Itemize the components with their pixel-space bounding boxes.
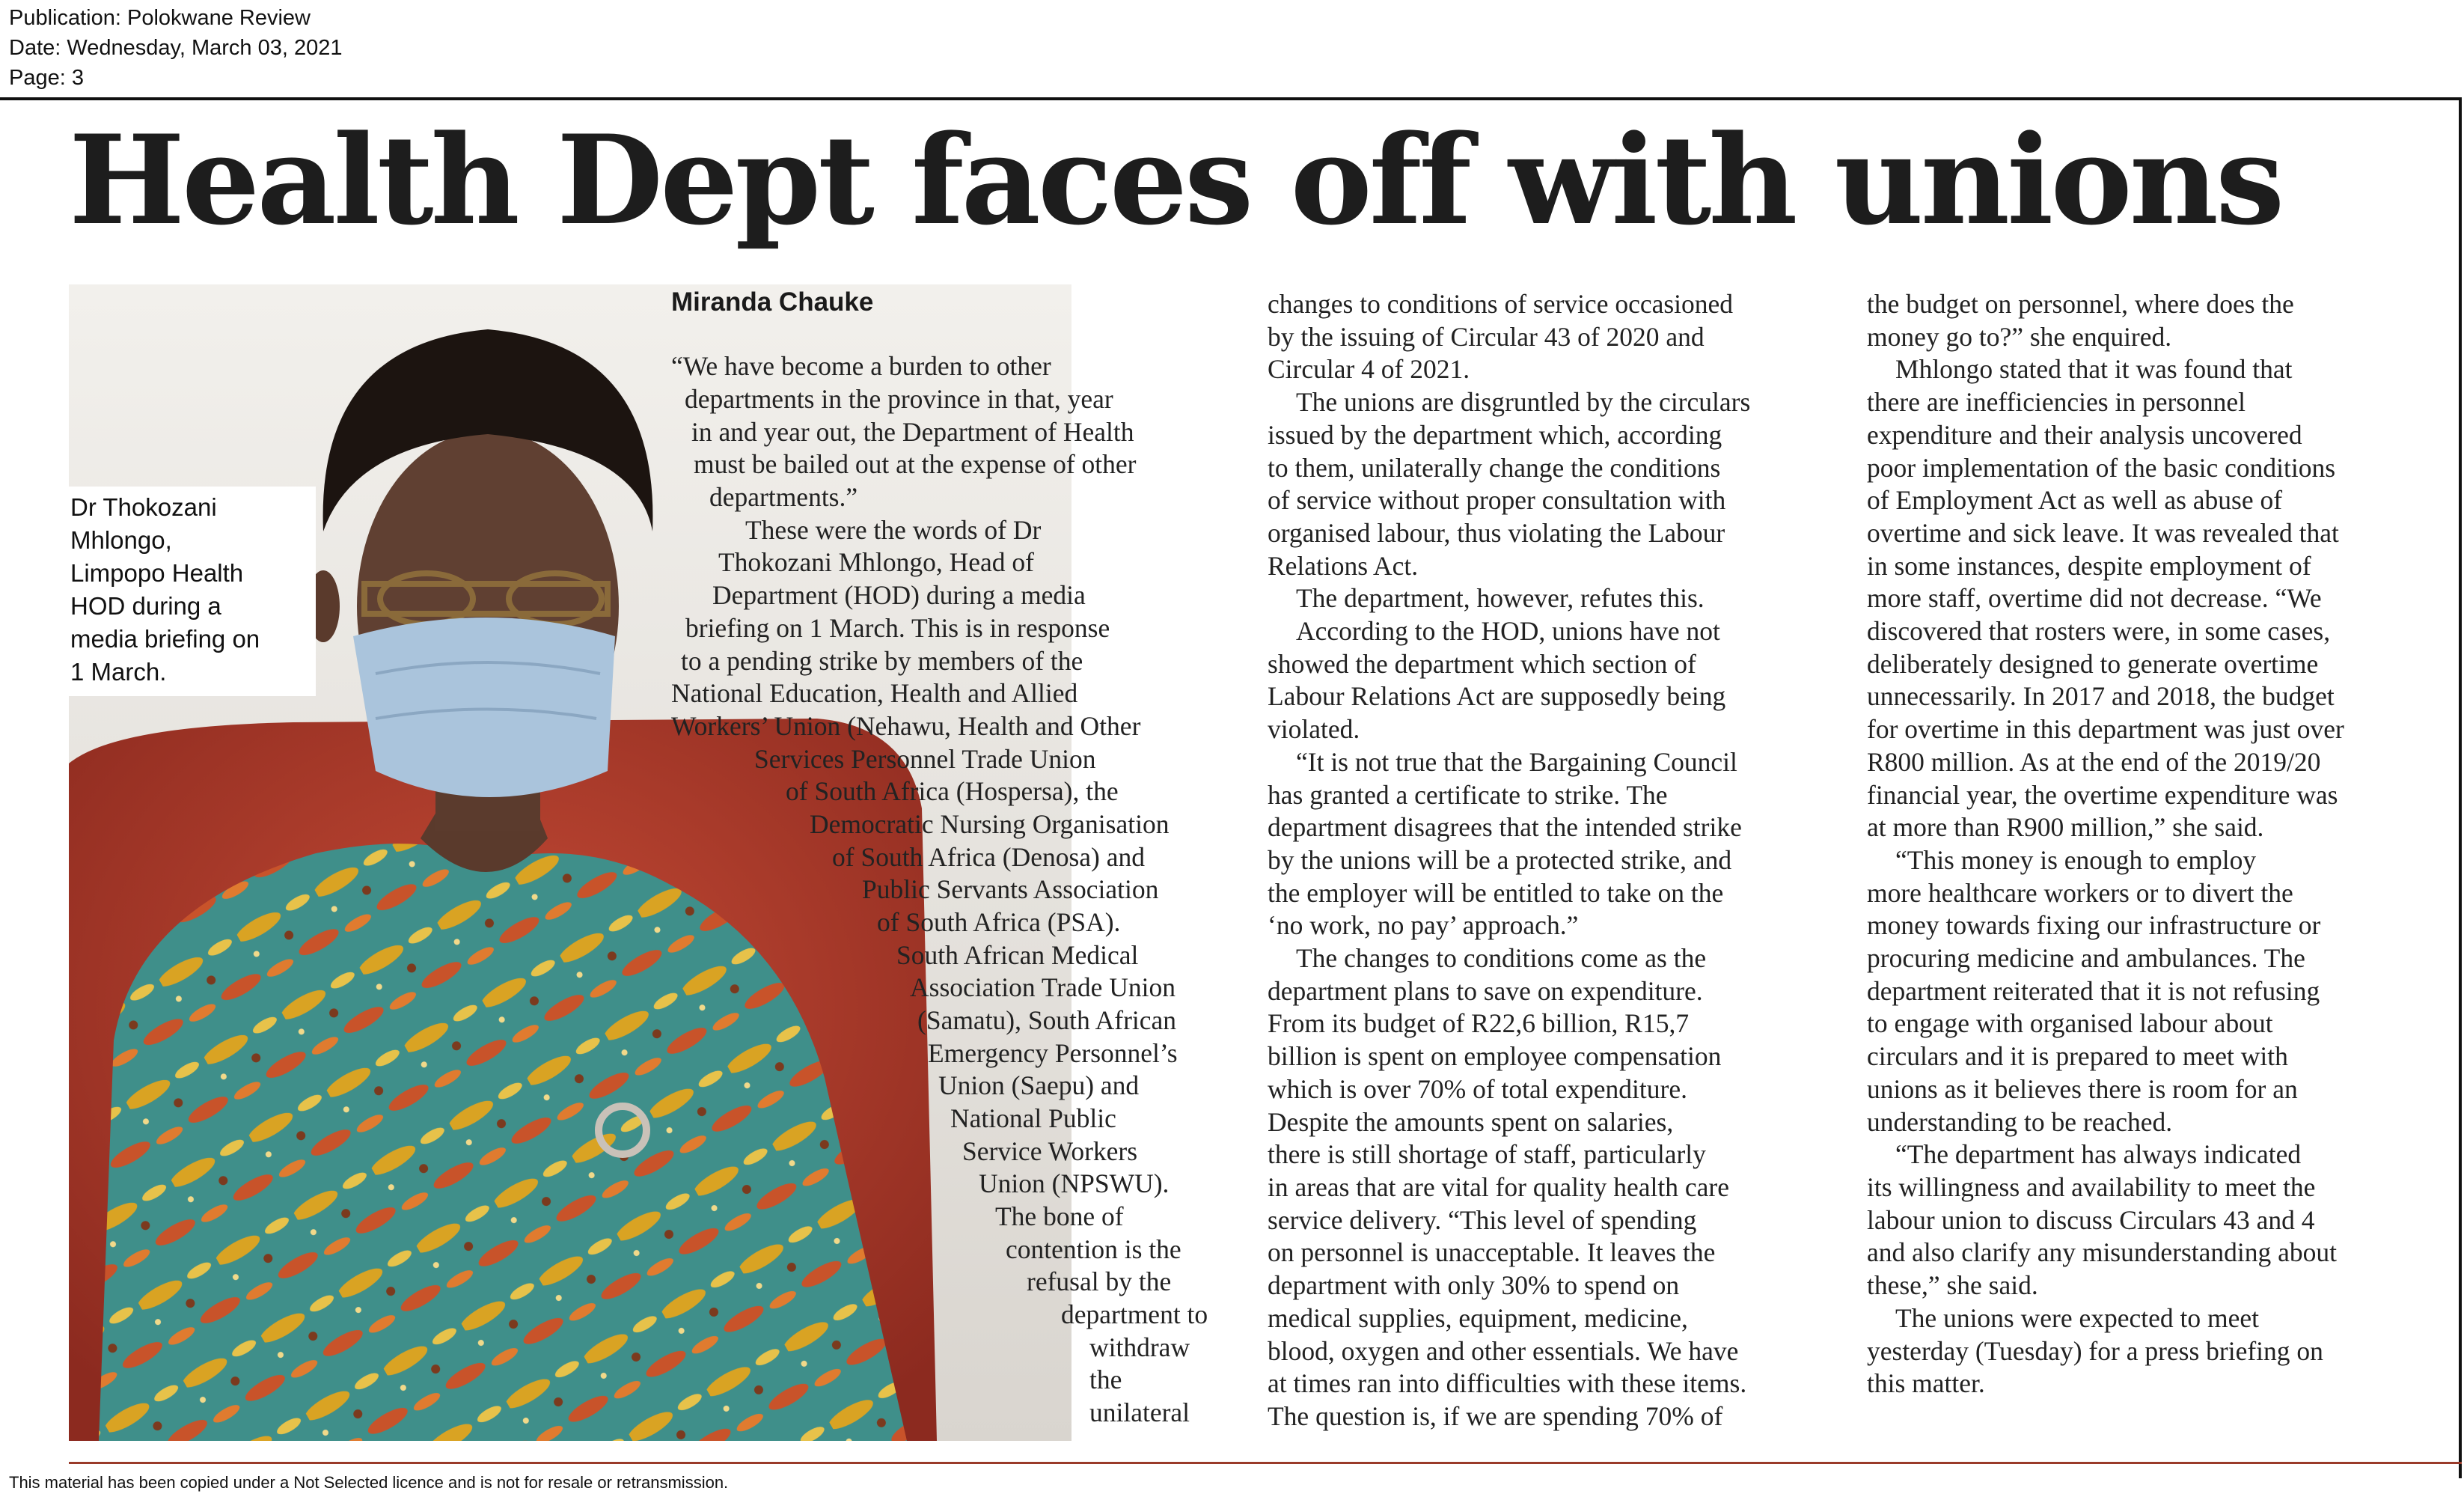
column-1-line: in and year out, the Department of Health	[691, 417, 1134, 447]
column-1-line: National Public	[950, 1103, 1116, 1133]
column-2-line: which is over 70% of total expenditure.	[1268, 1073, 1687, 1104]
column-2-line: The unions are disgruntled by the circulars	[1296, 387, 1751, 418]
caption-line: Limpopo Health	[70, 559, 244, 587]
byline: Miranda Chauke	[671, 287, 874, 317]
column-3-line: these,” she said.	[1867, 1270, 2038, 1301]
column-1-line: of South Africa (Denosa) and	[832, 842, 1145, 872]
column-1-line: Department (HOD) during a media	[712, 580, 1086, 610]
column-1-line: departments.”	[709, 482, 858, 512]
licence-notice: This material has been copied under a Not Selected licence and is not for resale or retransmission.	[9, 1473, 729, 1492]
column-3-line: expenditure and their analysis uncovered	[1867, 419, 2302, 450]
column-1-line: unilateral	[1089, 1397, 1190, 1427]
column-1-line: Service Workers	[962, 1136, 1138, 1166]
column-1-line: contention is the	[1006, 1234, 1181, 1264]
column-3-line: its willingness and availability to meet the	[1867, 1171, 2316, 1202]
column-1-line: refusal by the	[1027, 1266, 1172, 1296]
column-1-line: Union (Saepu) and	[938, 1070, 1140, 1100]
column-2-line: issued by the department which, according	[1268, 419, 1722, 450]
column-1-line: to a pending strike by members of the	[681, 646, 1083, 676]
column-1-line: Public Servants Association	[862, 874, 1159, 904]
column-3-line: this matter.	[1867, 1368, 1985, 1399]
column-2-line: has granted a certificate to strike. The	[1268, 779, 1668, 810]
document-metadata	[9, 3, 342, 93]
column-2-line: in areas that are vital for quality health care	[1268, 1171, 1730, 1202]
column-2-line: showed the department which section of	[1268, 648, 1696, 679]
column-2-line: of service without proper consultation with	[1268, 485, 1726, 516]
column-3-line: to engage with organised labour about	[1867, 1008, 2273, 1039]
column-1-line: Services Personnel Trade Union	[754, 744, 1096, 774]
column-2-line: at times ran into difficulties with these items.	[1268, 1368, 1747, 1399]
column-1-line: Association Trade Union	[910, 972, 1176, 1002]
article-column-2	[1268, 288, 1750, 1433]
column-2-line: billion is spent on employee compensation	[1268, 1041, 1722, 1072]
column-3-line: money go to?” she enquired.	[1867, 321, 2172, 352]
column-1-line: department to	[1061, 1299, 1208, 1329]
column-2-line: there is still shortage of staff, particularly	[1268, 1139, 1706, 1170]
column-2-line: changes to conditions of service occasioned	[1268, 289, 1734, 319]
column-2-line: The department, however, refutes this.	[1296, 583, 1705, 614]
column-2-line: department with only 30% to spend on	[1268, 1270, 1680, 1301]
caption-line: HOD during a	[70, 592, 221, 620]
publication-label: Publication: Polokwane Review	[9, 6, 311, 30]
bottom-rule	[69, 1462, 2462, 1464]
column-3-line: more staff, overtime did not decrease. “We	[1867, 583, 2322, 614]
column-2-line: The question is, if we are spending 70% of	[1268, 1400, 1723, 1431]
caption-line: Dr Thokozani	[70, 493, 217, 521]
page-label: Page: 3	[9, 66, 84, 90]
column-3-line: “This money is enough to employ	[1895, 844, 2257, 875]
column-2-line: Despite the amounts spent on salaries,	[1268, 1106, 1674, 1137]
column-2-line: violated.	[1268, 714, 1360, 745]
caption-line: media briefing on	[70, 625, 260, 653]
column-2-line: Relations Act.	[1268, 550, 1419, 581]
column-3-line: in some instances, despite employment of	[1867, 550, 2311, 581]
column-3-line: unnecessarily. In 2017 and 2018, the budget	[1867, 681, 2335, 712]
column-3-line: department reiterated that it is not refusing	[1867, 975, 2320, 1006]
column-2-line: According to the HOD, unions have not	[1296, 616, 1720, 647]
column-1-line: South African Medical	[896, 940, 1139, 970]
column-3-line: the budget on personnel, where does the	[1867, 289, 2294, 319]
article-column-3	[1867, 288, 2344, 1400]
column-1-line: departments in the province in that, year	[685, 384, 1113, 414]
caption-line: Mhlongo,	[70, 526, 172, 554]
column-2-line: Labour Relations Act are supposedly being	[1268, 681, 1726, 712]
column-3-line: for overtime in this department was just over	[1867, 714, 2344, 745]
column-3-line: overtime and sick leave. It was revealed that	[1867, 517, 2339, 548]
column-1-line: Union (NPSWU).	[979, 1168, 1170, 1198]
column-1-line: The bone of	[995, 1201, 1124, 1231]
photo-caption	[69, 487, 316, 696]
column-3-line: procuring medicine and ambulances. The	[1867, 943, 2305, 974]
column-2-line: service delivery. “This level of spending	[1268, 1204, 1697, 1235]
column-3-line: financial year, the overtime expenditure was	[1867, 779, 2338, 810]
column-3-line: circulars and it is prepared to meet with	[1867, 1041, 2288, 1072]
column-3-line: unions as it believes there is room for an	[1867, 1073, 2298, 1104]
column-1-line: Thokozani Mhlongo, Head of	[718, 547, 1034, 577]
column-3-line: more healthcare workers or to divert the	[1867, 877, 2293, 908]
column-2-line: the employer will be entitled to take on the	[1268, 877, 1724, 908]
column-1-line: the	[1089, 1365, 1122, 1394]
column-2-line: Circular 4 of 2021.	[1268, 354, 1470, 385]
column-1-line: Emergency Personnel’s	[928, 1038, 1178, 1068]
column-3-line: of Employment Act as well as abuse of	[1867, 485, 2283, 516]
column-1-line: These were the words of Dr	[745, 515, 1042, 545]
column-1-line: withdraw	[1089, 1332, 1190, 1362]
headline: Health Dept faces off with unions	[69, 108, 2282, 252]
column-1-line: Workers’ Union (Nehawu, Health and Other	[671, 711, 1141, 741]
column-2-line: to them, unilaterally change the conditions	[1268, 452, 1721, 483]
column-3-line: at more than R900 million,” she said.	[1867, 812, 2264, 843]
column-1-line: (Samatu), South African	[917, 1005, 1177, 1035]
column-1-line: of South Africa (PSA).	[877, 907, 1121, 937]
column-3-line: deliberately designed to generate overtime	[1867, 648, 2319, 679]
column-2-line: by the issuing of Circular 43 of 2020 and	[1268, 321, 1705, 352]
column-2-line: From its budget of R22,6 billion, R15,7	[1268, 1008, 1690, 1039]
caption-line: 1 March.	[70, 658, 167, 686]
column-3-line: The unions were expected to meet	[1895, 1302, 2259, 1333]
column-3-line: understanding to be reached.	[1867, 1106, 2173, 1137]
column-1-line: must be bailed out at the expense of other	[694, 449, 1137, 479]
column-2-line: ‘no work, no pay’ approach.”	[1268, 910, 1579, 941]
column-3-line: discovered that rosters were, in some cases,	[1867, 616, 2331, 647]
column-2-line: “It is not true that the Bargaining Council	[1296, 746, 1737, 777]
column-1-line: National Education, Health and Allied	[671, 678, 1078, 708]
column-3-line: and also clarify any misunderstanding about	[1867, 1237, 2337, 1268]
date-label: Date: Wednesday, March 03, 2021	[9, 36, 343, 60]
column-1-line: Democratic Nursing Organisation	[810, 809, 1170, 839]
column-1-line: briefing on 1 March. This is in response	[685, 613, 1110, 643]
column-3-line: yesterday (Tuesday) for a press briefing on	[1867, 1335, 2323, 1366]
column-3-line: poor implementation of the basic conditions	[1867, 452, 2336, 483]
column-2-line: medical supplies, equipment, medicine,	[1268, 1302, 1688, 1333]
column-3-line: there are inefficiencies in personnel	[1867, 387, 2246, 418]
column-3-line: “The department has always indicated	[1895, 1139, 2302, 1170]
column-2-line: The changes to conditions come as the	[1296, 943, 1707, 974]
column-2-line: blood, oxygen and other essentials. We have	[1268, 1335, 1739, 1366]
column-1-line: of South Africa (Hospersa), the	[786, 776, 1119, 806]
column-2-line: organised labour, thus violating the Labour	[1268, 517, 1725, 548]
column-2-line: department disagrees that the intended strike	[1268, 812, 1742, 843]
column-3-line: labour union to discuss Circulars 43 and 4	[1867, 1204, 2315, 1235]
column-2-line: on personnel is unacceptable. It leaves the	[1268, 1237, 1716, 1268]
column-3-line: R800 million. As at the end of the 2019/20	[1867, 746, 2321, 777]
column-3-line: money towards fixing our infrastructure or	[1867, 910, 2321, 941]
column-3-line: Mhlongo stated that it was found that	[1895, 354, 2293, 385]
column-2-line: department plans to save on expenditure.	[1268, 975, 1703, 1006]
column-1-line: “We have become a burden to other	[671, 351, 1051, 381]
column-2-line: by the unions will be a protected strike, and	[1268, 844, 1732, 875]
